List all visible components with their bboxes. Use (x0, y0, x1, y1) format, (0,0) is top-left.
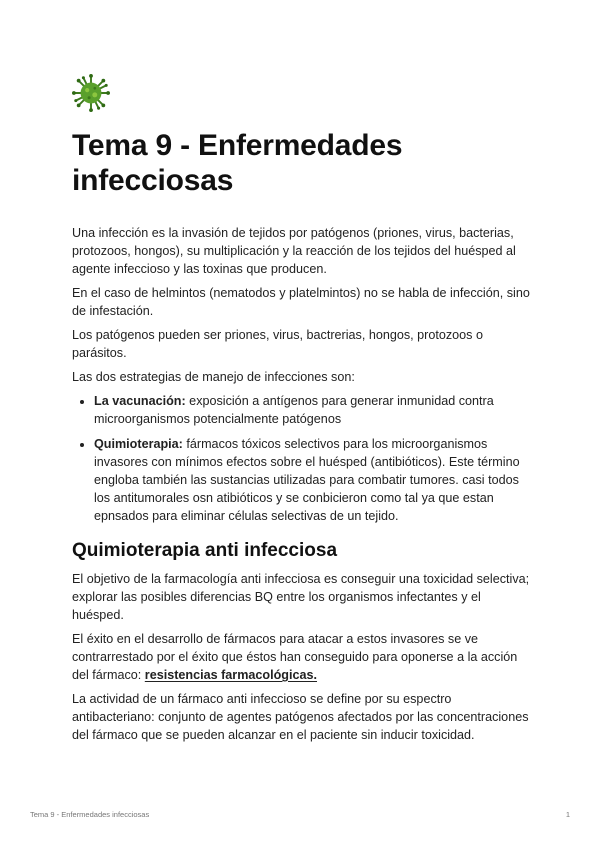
paragraph (72, 630, 532, 684)
paragraph: Los patógenos pueden ser priones, virus, bactrerias, hongos, protozoos o parásitos. (72, 328, 483, 360)
page-number: 1 (565, 810, 570, 819)
list-item (94, 392, 532, 428)
footer-title: Tema 9 - Enfermedades infecciosas (30, 810, 150, 819)
paragraph: El objetivo de la farmacología anti infecciosa es conseguir una toxicidad selectiva; explorar las posibles diferencias BQ entre los organismos infectantes y el huésped. (72, 572, 530, 622)
document-body (72, 224, 532, 750)
list-item-text: fármacos tóxicos selectivos para los microorganismos invasores con mínimos efectos sobre el huésped (antibióticos). Este término engloba también las sustancias utilizadas para combatir tumores. casi todos los antitumorales osn atibióticos y se conbicieron como tal ya que estan epnsados para eliminar células selectivas de un tejido. (94, 437, 520, 523)
list-item-text: exposición a antígenos para generar inmunidad contra microorganismos potencialmente patógenos (94, 394, 494, 426)
section-heading: Quimioterapia anti infecciosa (72, 540, 338, 561)
list-item (94, 435, 532, 525)
paragraph: En el caso de helmintos (nematodos y platelmintos) no se habla de infección, sino de infestación. (72, 286, 530, 318)
list-item-term: Quimioterapia: (94, 437, 183, 451)
paragraph: Las dos estrategias de manejo de infecciones son: (72, 370, 355, 384)
strategies-list (72, 392, 532, 525)
paragraph: Una infección es la invasión de tejidos por patógenos (priones, virus, bacterias, protozoos, hongos), su multiplicación y la reacción de los tejidos del huésped al agente infeccioso y las toxinas que producen. (72, 226, 516, 276)
list-item-term: La vacunación: (94, 394, 186, 408)
page-title: Tema 9 - Enfermedades infecciosas (72, 129, 403, 197)
page-footer (30, 810, 570, 819)
virus-icon (72, 74, 110, 112)
resistance-link[interactable]: resistencias farmacológicas. (144, 668, 318, 682)
paragraph: La actividad de un fármaco anti infeccioso se define por su espectro antibacteriano: conjunto de agentes patógenos afectados por las concentraciones del fármaco que se pueden alcanzar en el paciente sin inducir toxicidad. (72, 692, 529, 742)
paragraph-text: El éxito en el desarrollo de fármacos para atacar a estos invasores se ve contrarrestado por el éxito que éstos han conseguido para oponerse a la acción del fármaco: (72, 632, 518, 682)
